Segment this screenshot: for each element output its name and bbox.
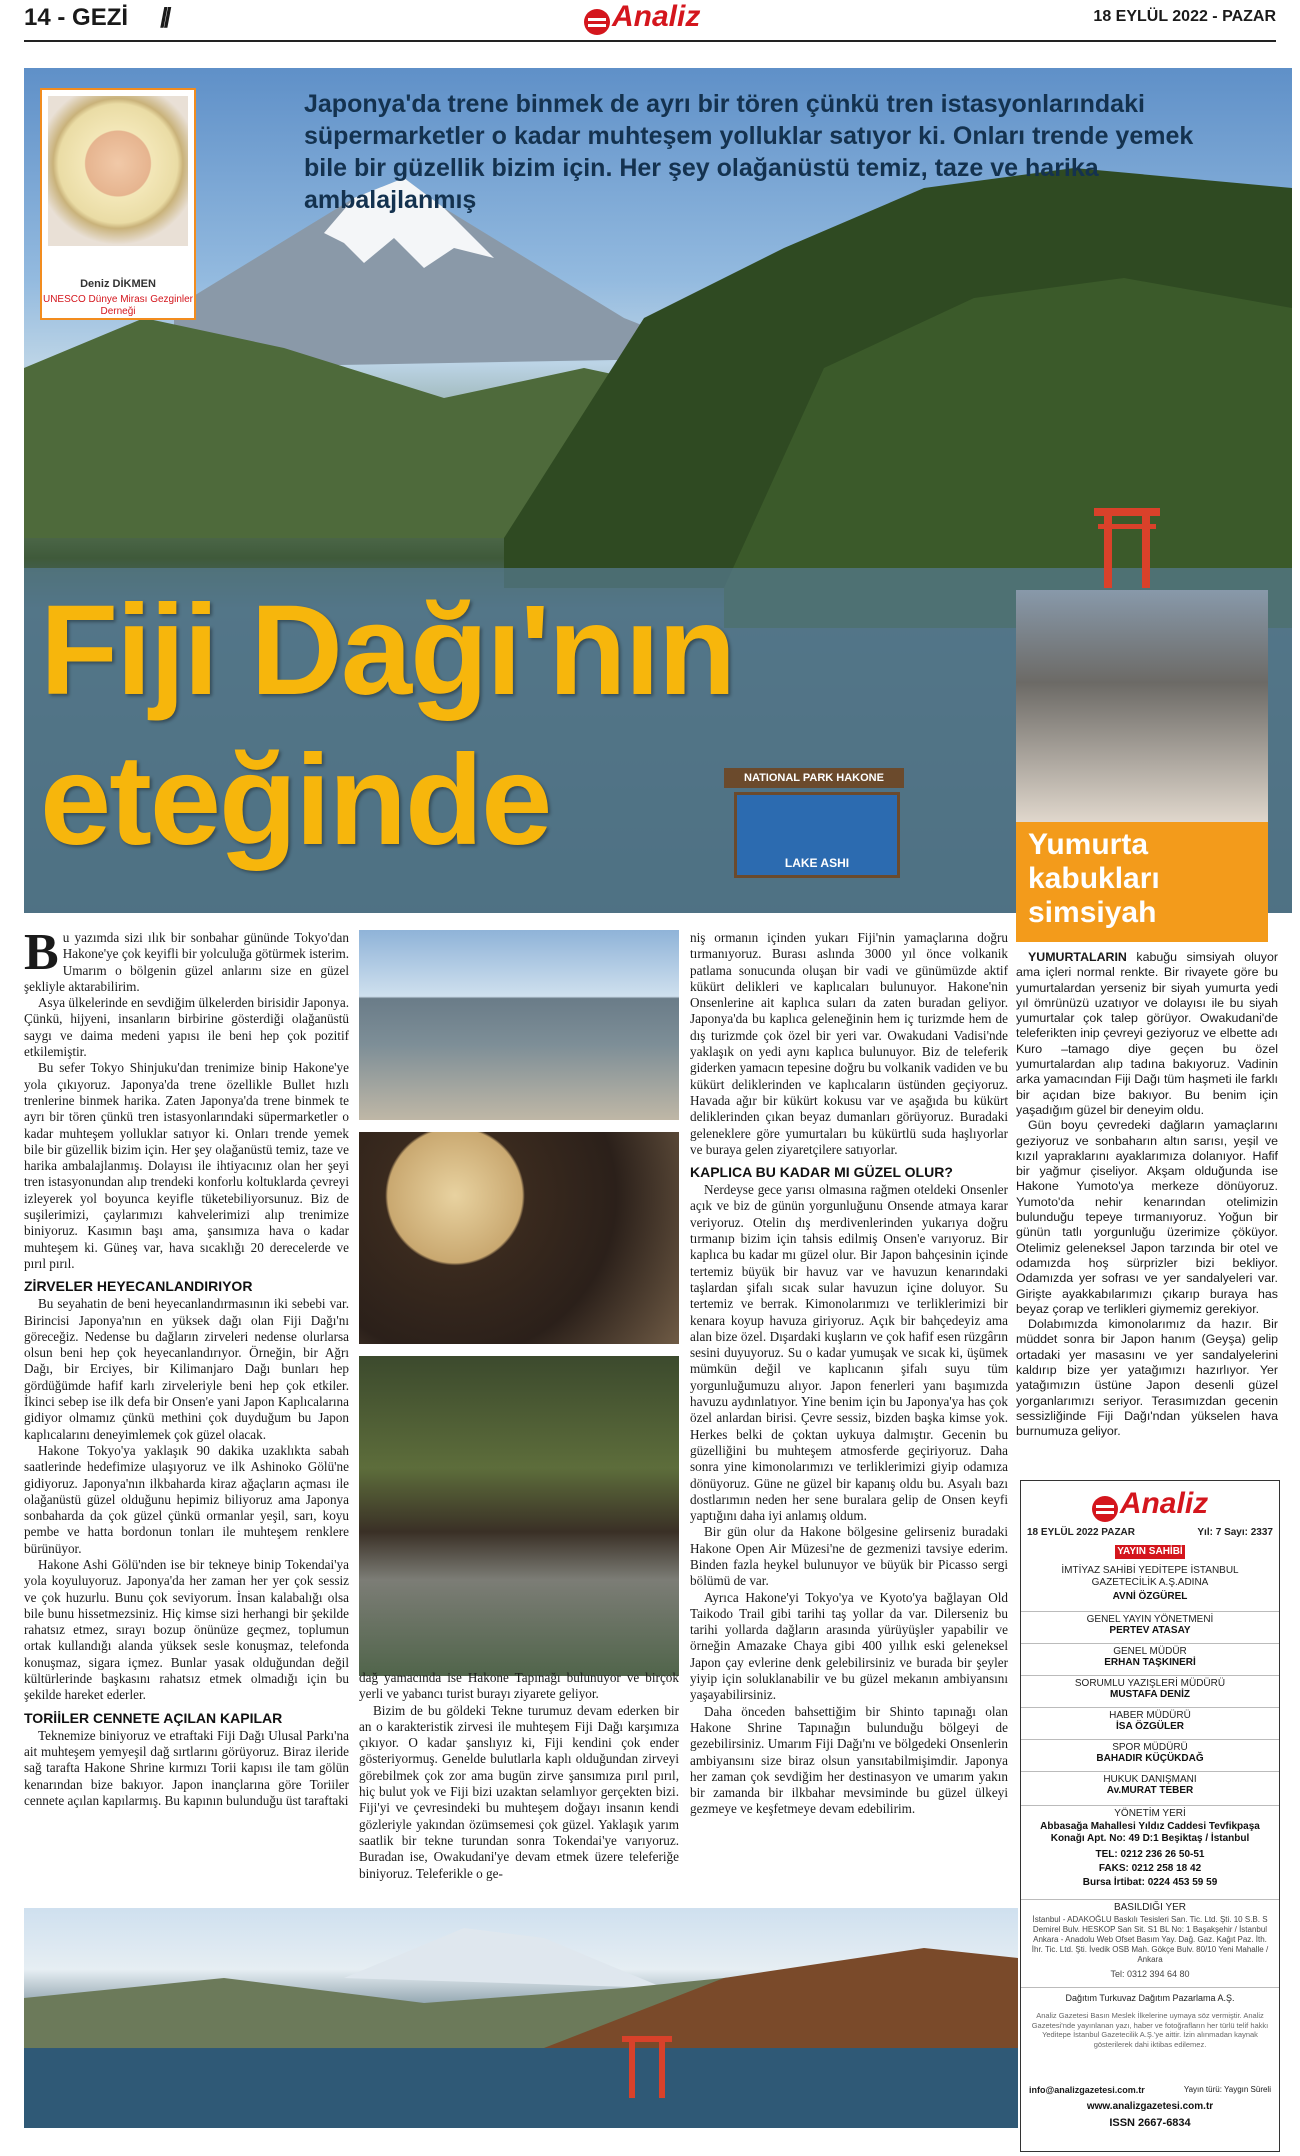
gm-label: GENEL MÜDÜR	[1021, 1643, 1279, 1658]
subheading: ZİRVELER HEYECANLANDIRIYOR	[24, 1278, 253, 1295]
soba-tempura-photo	[359, 1132, 679, 1344]
paragraph: kabuğu simsiyah oluyor ama içleri normal renkte. Bir rivayete göre bu yumurtalardan yerseniz bir siyah yumurta yedi yıl ömrünüzü uzatıyor ve dolayısı ile bu siyah yumurtalar çok talep görüyor. Owakudani'de teleferikten inip çevreyi geziyoruz ve elbette adı Kuro –tamago diye geçen bu özel yumurtalardan alıp tadına bakıyoruz. Vadinin arka yamacından Fiji Dağı tüm haşmeti ile farklı bir açıdan bize bakıyor. Bu benim için yaşadığım güzel bir deneyim oldu.	[1016, 950, 1278, 1117]
paragraph: Hakone Ashi Gölü'nden ise bir tekneye binip Tokendai'ya yola koyuluyoruz. Japonya'da her zaman her yer çok sessiz ve çok huzurlu. Bunu çok seviyorum. İnsan kalabalığı olsa bile bunu hissetmezsiniz. Hiç kimse sizi herhangi bir şekilde rahatsız etmez, sırayı bozup önünüze geçmez, toplumun ortak kullandığı alanda yüksek sesle konuşmaz, telefonda konuşmaz, sigara içmez. Bunlar yasak olduğundan değil kültürlerinde başkasını rahatsız etmek olmadığı için bu şekilde hareket ederler.	[24, 1556, 349, 1703]
article-column-1	[24, 924, 349, 1809]
gyy-label: GENEL YAYIN YÖNETMENİ	[1021, 1611, 1279, 1626]
sidebar-article	[1016, 950, 1278, 1440]
hd-label: HUKUK DANIŞMANI	[1021, 1771, 1279, 1786]
section-slash-mark: //	[160, 2, 168, 33]
gm-name: ERHAN TAŞKINERİ	[1104, 1657, 1196, 1668]
issn: ISSN 2667-6834	[1109, 2117, 1191, 2129]
legal-note: Analiz Gazetesi Basın Meslek İlkelerine uymaya söz vermiştir. Analiz Gazetesi'nde yayınlanan yazı, haber ve fotoğrafların her türlü telif hakkı Yeditepe İstanbul Gazetecilik A.Ş.'ye aittir. İzin alınmadan kaynak gösterilerek dahi iktibas edilemez.	[1031, 2011, 1269, 2049]
sidebar-title: Yumurta kabukları simsiyah	[1028, 828, 1160, 929]
paragraph: Ayrıca Hakone'yi Tokyo'ya ve Kyoto'ya bağlayan Old Taikodo Trail gibi tarihi taş yollar da var. Dilerseniz bu tarihi yollarda dağların arasında yürüyüşler yapabilir ve örneğin Amazake Chaya gibi 400 yıllık eski geleneksel Japon çay evlerine denk gelebilirsiniz ve burada bir şeyler yiyip için soluklanabilir ve bu güzel mekanın ambiyansını yaşayabilirsiniz.	[690, 1589, 1008, 1703]
onsen-garden-photo	[359, 1356, 679, 1676]
logo-text: Analiz	[612, 0, 701, 33]
sm-name: BAHADIR KÜÇÜKDAĞ	[1096, 1753, 1204, 1764]
subheading: TORİİLER CENNETE AÇILAN KAPILAR	[24, 1709, 283, 1726]
headline-line-2: eteğinde	[40, 729, 551, 872]
bottom-lake-photo	[24, 1908, 1018, 2128]
page-header	[24, 0, 1276, 42]
print-phone: Tel: 0312 394 64 80	[1110, 1969, 1190, 1979]
author-name: Deniz DİKMEN	[80, 278, 156, 290]
paragraph: u yazımda sizi ılık bir sonbahar gününde Tokyo'dan Hakone'ye çok keyifli bir yolculuğa götürmek isterim. Umarım o bölgenin güzel anlarını size en güzel şekliyle aktarabilirim.	[24, 930, 349, 994]
management-label: YÖNETİM YERİ	[1021, 1805, 1279, 1820]
address: Abbasağa Mahallesi Yıldız Caddesi Tevfikpaşa Konağı Apt. No: 49 D:1 Beşiktaş / İstanbul	[1040, 1821, 1260, 1844]
paragraph: Dolabımızda kimonolarımız da hazır. Bir müddet sonra bir Japon hanım (Geyşa) gelip ortadaki yer masasını ve yer sandalyelerini kaldırıp bize yer yatağımızı hazırlıyor. Yer yatağımızın üstüne Japon desenli güzel yorganlarımızı seriyor. Terasımızdan gecenin sessizliğinde Fiji Dağı'ndan yükselen hava burnumuza geliyor.	[1016, 1317, 1278, 1439]
paragraph: Bu seyahatin de beni heyecanlandırmasının iki sebebi var. Birincisi Japonya'nın en yüksek dağı olan Fiji Dağı'nı göreceğiz. Nedense bu dağların zirveleri nedense olurlarsa olsun beni hep çok heyecanlandırıyor. Örneğin, bir Ağrı Dağı, bir Erciyes, bir Kilimanjaro Dağı bunları hep gördüğümde hafif karlı zirveleriyle beni hep çok etkiler. İkinci sebep ise ilk defa bir Onsen'e yani Japon Kaplıcalarına gidiyor olmamız çünkü methini çok duyduğum bu Japon kaplıcalarını deneyimlemek çok güzel olacak.	[24, 1296, 349, 1442]
print-info: İstanbul - ADAKOĞLU Baskılı Tesisleri San. Tic. Ltd. Şti. 10 S.B. S Demirel Bulv. HESKOP San Sit. S1 BL No: 1 Başakşehir / İstanbul Ankara - Anadolu Web Ofset Basım Yay. Dağ. Gaz. Kağıt Paz. İth. İhr. Tic. Ltd. Şti. İvedik OSB Mah. Gökçe Bulv. 80/10 Yeni Mahalle / Ankara	[1031, 1915, 1269, 1964]
sign-top-label: NATIONAL PARK HAKONE	[724, 768, 904, 788]
paragraph: Hakone Tokyo'ya yaklaşık 90 dakika uzaklıkta sabah saatlerinde hedefimize ulaşıyoruz ve ilk Ashinoko Gölü'ne gidiyoruz. Japonya'nın ilkbaharda kiraz ağaçların açması ile olağanüstü güzel olduğunu hepimiz biliyoruz ama Japonya sonbaharda da çok güzel çünkü ormanlar yeşil, sarı, koyu pembe ve hatta bordonun tonları ile muhteşem renklere bürünüyor.	[24, 1442, 349, 1556]
bursa-contact: Bursa İrtibat: 0224 453 59 59	[1082, 1877, 1218, 1888]
headline	[40, 576, 840, 876]
website: www.analizgazetesi.com.tr	[1086, 2101, 1214, 2112]
masthead-date: 18 EYLÜL 2022 PAZAR	[1027, 1527, 1136, 1538]
masthead-box	[1020, 1480, 1280, 2152]
hd-name: Av.MURAT TEBER	[1106, 1785, 1194, 1796]
distribution: Dağıtım Turkuvaz Dağıtım Pazarlama A.Ş.	[1021, 1987, 1279, 2004]
issue-date: 18 EYLÜL 2022 - PAZAR	[1093, 8, 1276, 25]
headline-line-1: Fiji Dağı'nın	[40, 579, 735, 722]
article-intro: Japonya'da trene binmek de ayrı bir tören çünkü tren istasyonlarındaki süpermarketler o kadar muhteşem yolluklar satıyor ki. Onları trende yemek bile bir güzellik bizim için. Her şey olağanüstü temiz, taze ve harika ambalajlanmış	[304, 90, 1194, 214]
hm-name: İSA ÖZGÜLER	[1116, 1721, 1184, 1732]
lead-bold: YUMURTALARIN	[1028, 950, 1127, 964]
couple-photo	[1016, 590, 1268, 822]
syim-label: SORUMLU YAZIŞLERİ MÜDÜRÜ	[1021, 1675, 1279, 1690]
phone: TEL: 0212 236 26 50-51	[1095, 1849, 1205, 1860]
author-organization: UNESCO Dünye Mirası Gezginler Derneği	[42, 294, 194, 317]
paragraph: Bir gün olur da Hakone bölgesine gelirseniz buradaki Hakone Open Air Müzesi'ne de gezmenizi tavsiye ederim. Binden fazla heykel bulunuyor ve büyük bir Picasso sergi bölümü de var.	[690, 1524, 1008, 1589]
gyy-name: PERTEV ATASAY	[1109, 1625, 1191, 1636]
sign-bottom-label: LAKE ASHI	[784, 856, 850, 870]
hakone-sign	[724, 768, 904, 898]
paragraph: niş ormanın içinden yukarı Fiji'nin yamaçlarına doğru tırmanıyoruz. Burası aslında 3000 yıl önce volkanik patlama sonucunda oluşan bir vadi ve günümüzde aktif kükürt delikleri ve kaplıcaları bulunuyor. Hakone'nin Onsenlerine ait kaplıca suları da zaten buradan geliyor. Japonya'da bu kaplıca geleneğinin hem iç turizmde hem de dış turizmde çok özel bir yeri var. Owakudani Vadisi'nde yaklaşık on yedi aynı kaplıca bulunuyor. Biz de teleferik giderken yamacın tepesine doğru bu volkanik vadiden ve bu kükürt deliklerinden ve kaplıcaların üstünden geçiyoruz. Havada ağır bir kükürt kokusu var ve aşağıda bu kükürt deliklerinden çıkan beyaz dumanları görüyoruz. Buradaki geleneklere göre yumurtaları bu kükürtlü suda haşlıyorlar ve buraya gelen ziyaretçilere satıyorlar.	[690, 930, 1008, 1157]
paragraph: dağ yamacında ise Hakone Tapınağı bulunuyor ve birçok yerli ve yabancı turist burayı ziyarete geliyor.	[359, 1670, 679, 1702]
lake-ashi-sign-photo	[359, 930, 679, 1120]
drop-cap: B	[24, 924, 59, 981]
owner-label: YAYIN SAHİBİ	[1115, 1545, 1185, 1559]
syim-name: MUSTAFA DENİZ	[1110, 1689, 1190, 1700]
paragraph: Asya ülkelerinde en sevdiğim ülkelerden birisidir Japonya. Çünkü, hijyeni, insanların birbirine gösterdiği olağanüstü saygı ve daima medeni yapısı ile beni hep çok pozitif etkilemiştir.	[24, 995, 349, 1060]
sidebar-title-box	[1016, 822, 1268, 942]
section-label: 14 - GEZİ	[24, 4, 129, 31]
bottom-landscape-illustration	[24, 1908, 1018, 2128]
author-card	[40, 88, 196, 320]
masthead-logo: Analiz	[1021, 1487, 1279, 1522]
hm-label: HABER MÜDÜRÜ	[1021, 1707, 1279, 1722]
owner-name: AVNİ ÖZGÜREL	[1112, 1591, 1188, 1602]
publication-type: Yayın türü: Yaygın Süreli	[1183, 2085, 1271, 2094]
fax: FAKS: 0212 258 18 42	[1098, 1863, 1202, 1874]
paragraph: Bu sefer Tokyo Shinjuku'dan trenimize binip Hakone'ye yola çıkıyoruz. Japonya'da trene özellikle Bullet hızlı trenlerine binmek harika. Zaten Japonya'da trene binmek te ayrı bir tören çünkü tren istasyonlarındaki süpermarketler o kadar muhteşem yolluklar satıyor ki. Onları trende yemek bile bir güzellik bizim için. Her şey olağanüstü temiz, taze ve harika ambalajlanmış. Dolayısı ile ihtiyacınız olan her şeyi tren istasyonundan alıp trendeki konforlu koltuklarda çevreyi izleyerek yol boyunca keyifle tüketebiliyorsunuz. Biz de suşilerimizi, çaylarımızı kahvelerimizi alıp trenimize biniyoruz. Kasımın başı ama, şansımıza hava o kadar muhteşem ki. Güneş var, hava sıcaklığı 20 derecelerde ve pırıl pırıl.	[24, 1060, 349, 1271]
subheading: KAPLICA BU KADAR MI GÜZEL OLUR?	[690, 1164, 953, 1181]
sm-label: SPOR MÜDÜRÜ	[1021, 1739, 1279, 1754]
logo-emblem-icon	[584, 9, 610, 35]
author-photo	[48, 96, 188, 246]
logo-emblem-icon	[1092, 1496, 1118, 1522]
article-column-2	[359, 1670, 679, 1882]
article-column-3	[690, 930, 1008, 1818]
paragraph: Gün boyu çevredeki dağların yamaçlarını geziyoruz ve sonbaharın altın sarısı, yeşil ve kızıl yapraklarını ayaklarımıza dolanıyor. Hafif bir yağmur çiseliyor. Akşam olduğunda ise Hakone Yumoto'ya merkeze dönüyoruz. Yumoto'da nehir kenarından otelimizin bulunduğu tepeye tırmanıyoruz. Yoğun bir günün tatlı yorgunluğu üzerimize çöküyor. Otelimiz geleneksel Japon tarzında bir otel ve odamızda hoş sürprizler bizi bekliyor. Odamızda yer sofrası ve yer sandalyeleri var. Girişte ayakkabılarımızı çıkarıp buraya has beyaz çorap ve terlikleri giymemiz gerekiyor.	[1016, 1118, 1278, 1316]
paragraph: Daha önceden bahsettiğim bir Shinto tapınağı olan Hakone Shrine Tapınağın bulunduğu bölgeyi de gezebilirsiniz. Umarım Fiji Dağı'nı ve bölgedeki Onsenlerin ambiyansını size biraz olsun yansıtabilmişimdir. Japonya her zaman çok sevdiğim her destinasyon ve umarım yakın bir zamanda bir ilkbahar mevsiminde bu güzel ülkeyi gezmeye ve keşfetmeye devam edebilirim.	[690, 1703, 1008, 1817]
masthead-logo	[584, 0, 774, 34]
print-label: BASILDIĞI YER	[1021, 1899, 1279, 1914]
masthead-issue: Yıl: 7 Sayı: 2337	[1197, 1527, 1273, 1538]
contact-email: info@analizgazetesi.com.tr	[1029, 2085, 1145, 2095]
paragraph: Nerdeyse gece yarısı olmasına rağmen oteldeki Onsenler açık ve biz de günün yorgunluğunu Onsende atmaya karar veriyoruz. Otelin dış merdivenlerinden yukarıya doğru tırmanıp bizim için tahsis edilmiş Onsen'e varıyoruz. Bir kaplıca bu kadar mı güzel olur. Bir Japon bahçesinin içinde tertemiz büyük bir havuz var ve havuzun kenarındaki taşlardan şifalı sıcak sular havuzun içine doluyor. Su tertemiz ve berrak. Kimonolarımızı ve terliklerimizi bir kenara koyup havuza giriyoruz. Açık bir bahçedeyiz ama alan bize özel. Dışardaki kuşların ve çok hafif esen rüzgârın sesini duyuyoruz. Su o kadar yumuşak ve sıcak ki, üşümek mümkün değil ve kaplıcanın şifalı suyu tüm yorgunluğumuzu alıyor. Japon fenerleri yanı başımızda havuzu aydınlatıyor. Yine benim için bu Japonya'ya has çok özel anlardan birisi. Çevre sessiz, bizden başka kimse yok. Herkes belki de çoktan uykuya dalmıştır. Gecenin bu güzelliğini bu muhteşem atmosferde geçiriyoruz. Daha sonra yine kimonolarımızı ve terliklerimizi giyip odamıza dönüyoruz. Güne ne güzel bir kapanış oldu bu. Asyalı bazı dostlarımın neden her sene buralara gelip de Onsen keyfi yaptığını daha iyi anlamış oldum.	[690, 1182, 1008, 1524]
owner-company: İMTİYAZ SAHİBİ YEDİTEPE İSTANBUL GAZETECİLİK A.Ş.ADINA	[1061, 1565, 1239, 1588]
paragraph: Teknemize biniyoruz ve etraftaki Fiji Dağı Ulusal Parkı'na ait muhteşem yemyeşil dağ sırtlarını görüyoruz. Biraz ileride sağ tarafta Hakone Shrine kırmızı Torii kapısı ile tam gölün kenarından bize bakıyor. Japon inançlarına göre Toriiler cennete açılan kapılarmış. Bu kapının bulunduğu üst taraftaki	[24, 1727, 349, 1808]
paragraph: Bizim de bu göldeki Tekne turumuz devam ederken bir an o karakteristik zirvesi ile muhteşem Fiji Dağı karşımıza çıkıyor. O kadar şanslıyız ki, Fiji kendini çok ender gösteriyormuş. Genelde bulutlarla kaplı olduğundan zirveyi görebilmek çok zor ama bugün zirve şansımıza pırıl pırıl, hiç bulut yok ve Fiji bizi uzaktan selamlıyor gerçekten bizi. Fiji'yi ve çevresindeki bu muhteşem doğayı insanın kendi gözleriyle yakından özümsemesi çok güzel. Yaklaşık yarım saatlik bir tekne turundan sonra Tokendai'ye varıyoruz. Buradan ise, Owakudani'ye devam etmek üzere teleferiğe biniyoruz. Teleferikle o ge-	[359, 1702, 679, 1881]
